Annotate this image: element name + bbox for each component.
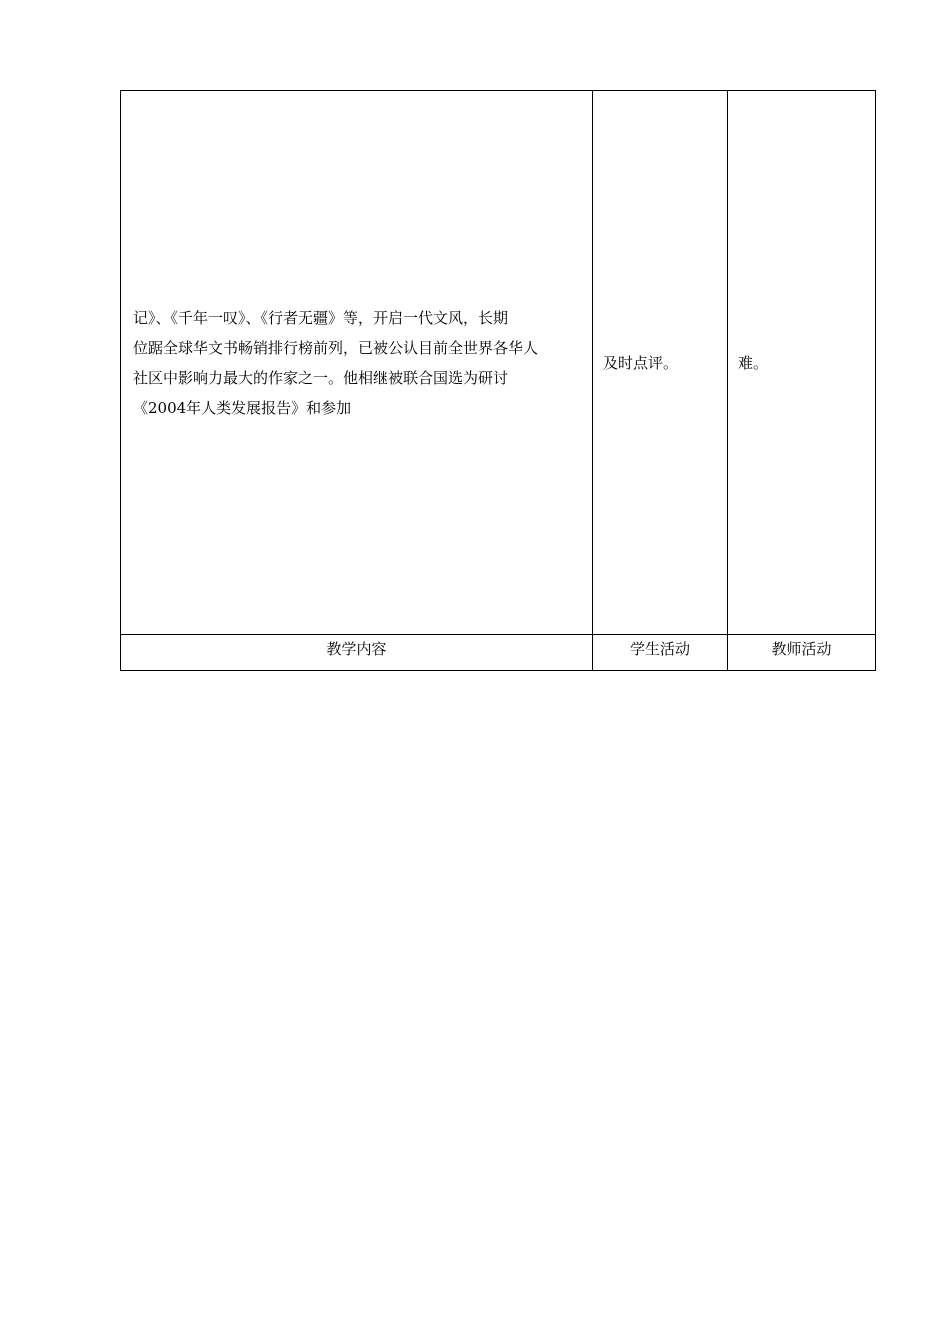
teacher-activity-cell	[728, 91, 876, 635]
table-header-row	[121, 635, 876, 671]
teacher-activity-header: 教师活动	[728, 635, 876, 671]
content-line: 社区中影响力最大的作家之一。他相继被联合国选为研讨	[133, 368, 509, 387]
content-line: 《2004年人类发展报告》和参加	[133, 398, 352, 417]
student-activity-header: 学生活动	[593, 635, 728, 671]
teaching-content-text	[121, 303, 592, 423]
teaching-content-cell	[121, 91, 593, 635]
lesson-plan-table	[120, 90, 876, 671]
teacher-activity-text: 难。	[738, 353, 769, 372]
content-line: 位踞全球华文书畅销排行榜前列，已被公认目前全世界各华人	[133, 338, 539, 357]
student-activity-text: 及时点评。	[603, 353, 679, 372]
teaching-content-header: 教学内容	[121, 635, 593, 671]
content-line: 记》、《千年一叹》、《行者无疆》等，开启一代文风，长期	[133, 308, 509, 327]
student-activity-cell	[593, 91, 728, 635]
table-row	[121, 91, 876, 635]
